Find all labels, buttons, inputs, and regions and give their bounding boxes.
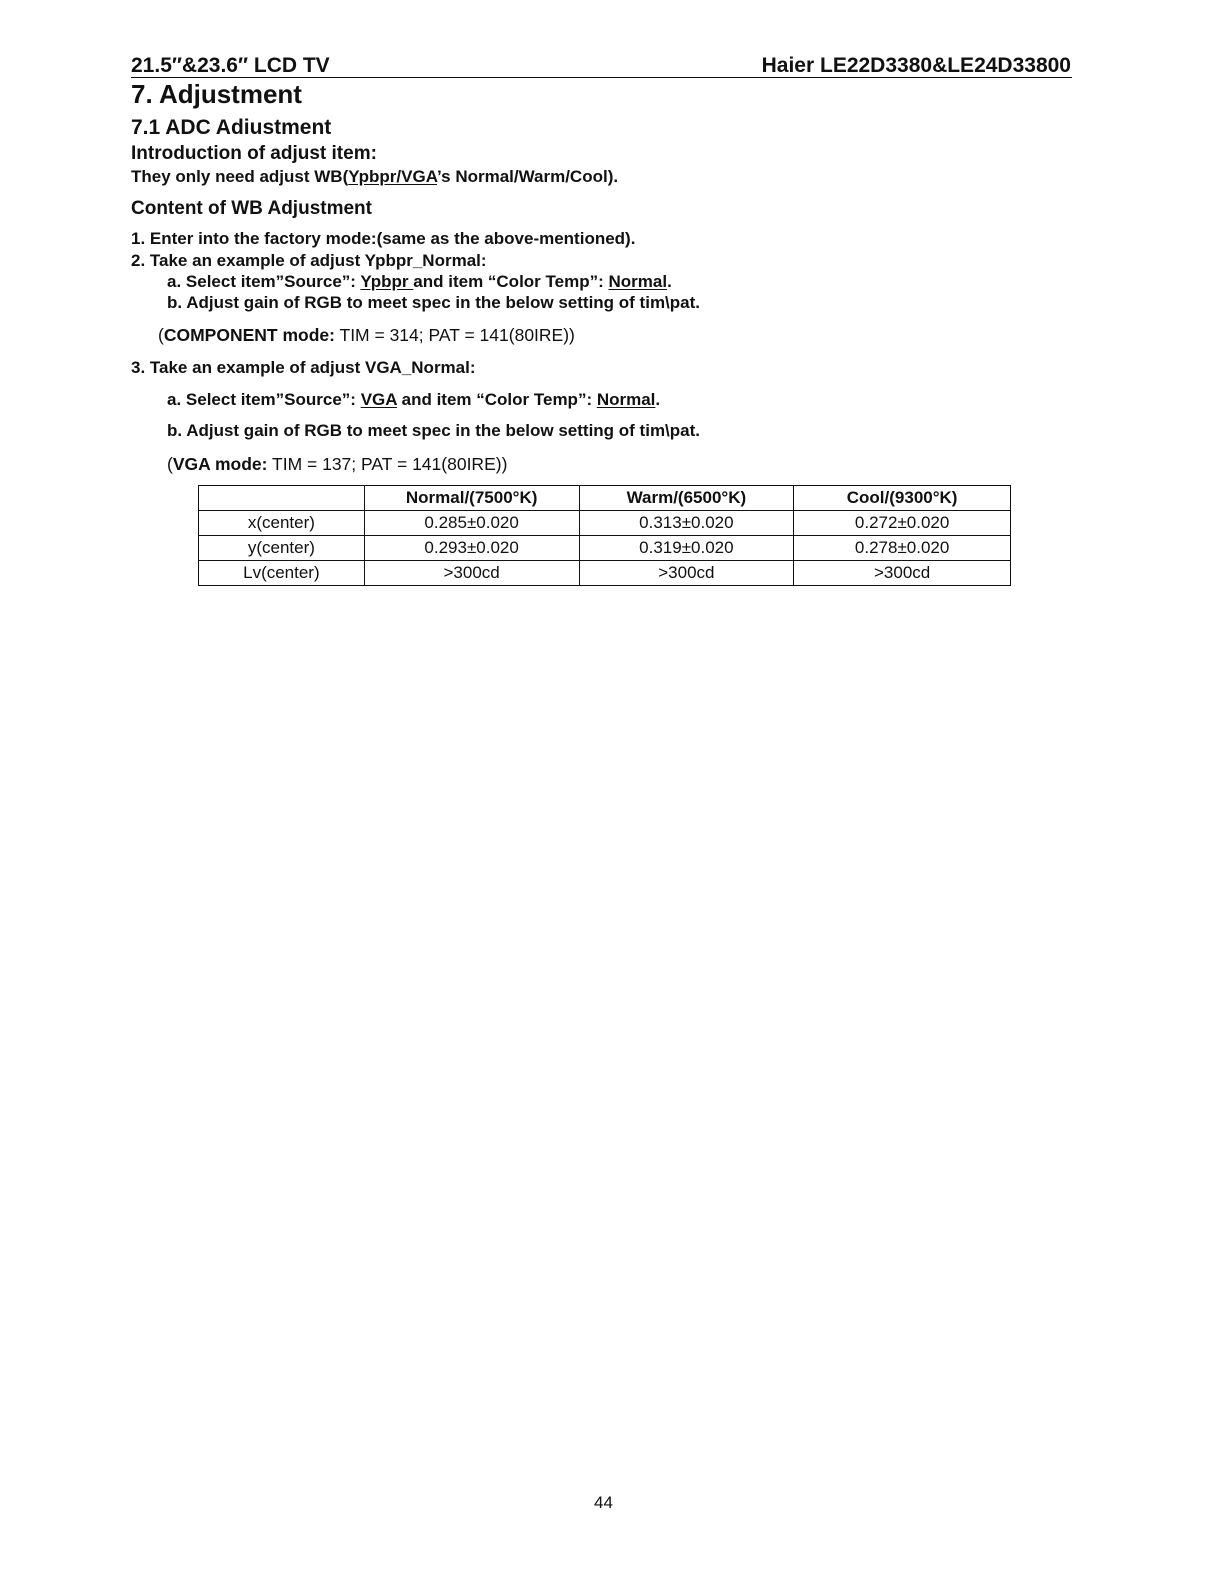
intro-text: They only need adjust WB(Ypbpr/VGA’s Normal/Warm/Cool).: [131, 167, 619, 186]
step-2a: a. Select item”Source”: Ypbpr and item “Color Temp”: Normal.: [167, 272, 672, 291]
step-3b: b. Adjust gain of RGB to meet spec in the below setting of tim\pat.: [167, 421, 701, 440]
table-cell: 0.313±0.020: [579, 511, 794, 536]
table-cell: >300cd: [579, 561, 794, 586]
table-cell: >300cd: [364, 561, 579, 586]
header-model-name: Haier LE22D3380&LE24D33800: [761, 54, 1071, 77]
step-3a: a. Select item”Source”: VGA and item “Color Temp”: Normal.: [167, 390, 661, 409]
table-cell: Lv(center): [199, 561, 365, 586]
page-number: 44: [594, 1493, 613, 1512]
table-cell: y(center): [199, 536, 365, 561]
table-cell: x(center): [199, 511, 365, 536]
table-header-cell: Normal/(7500°K): [364, 486, 579, 511]
content-heading: Content of WB Adjustment: [131, 198, 372, 219]
component-mode-setting: (COMPONENT mode: TIM = 314; PAT = 141(80IRE)): [158, 325, 575, 345]
table-row: [199, 536, 1011, 561]
table-cell: >300cd: [794, 561, 1011, 586]
section-title: 7. Adjustment: [131, 79, 302, 109]
table-row: [199, 561, 1011, 586]
table-header-row: [199, 486, 1011, 511]
intro-underlined: Ypbpr/VGA: [348, 167, 438, 186]
step-2: 2. Take an example of adjust Ypbpr_Normal:: [131, 251, 487, 270]
step-2b: b. Adjust gain of RGB to meet spec in the below setting of tim\pat.: [167, 293, 701, 312]
wb-spec-table: [198, 485, 1011, 586]
intro-heading: Introduction of adjust item:: [131, 143, 377, 164]
table-header-cell: Warm/(6500°K): [579, 486, 794, 511]
header-divider: [131, 77, 1072, 78]
step-3: 3. Take an example of adjust VGA_Normal:: [131, 358, 476, 377]
header-model-size: 21.5″&23.6″ LCD TV: [131, 54, 330, 77]
table-cell: 0.293±0.020: [364, 536, 579, 561]
subsection-title: 7.1 ADC Adiustment: [131, 116, 332, 139]
table-cell: 0.319±0.020: [579, 536, 794, 561]
table-header-cell: [199, 486, 365, 511]
table-header-cell: Cool/(9300°K): [794, 486, 1011, 511]
table-row: [199, 511, 1011, 536]
table-cell: 0.272±0.020: [794, 511, 1011, 536]
vga-mode-setting: (VGA mode: TIM = 137; PAT = 141(80IRE)): [167, 454, 508, 474]
table-cell: 0.278±0.020: [794, 536, 1011, 561]
step-1: 1. Enter into the factory mode:(same as the above-mentioned).: [131, 229, 636, 248]
table-cell: 0.285±0.020: [364, 511, 579, 536]
